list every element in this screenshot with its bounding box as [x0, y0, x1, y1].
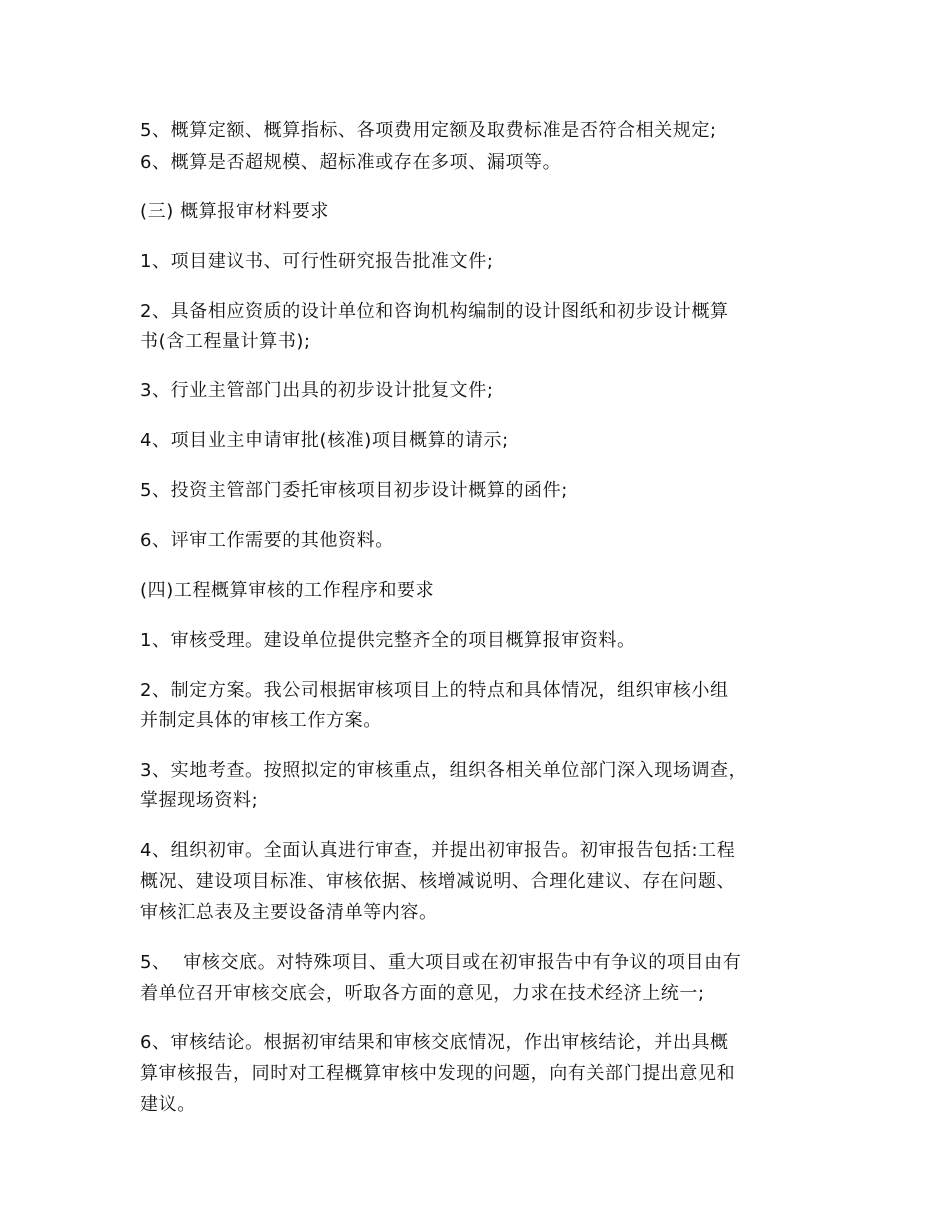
text-line: 6、评审工作需要的其他资料。	[140, 530, 394, 551]
text-line: 3、实地考查。按照拟定的审核重点，组织各相关单位部门深入现场调查，	[140, 760, 748, 781]
text-line: 5、 审核交底。对特殊项目、重大项目或在初审报告中有争议的项目由有	[140, 952, 742, 973]
text-line: 1、审核受理。建设单位提供完整齐全的项目概算报审资料。	[140, 630, 636, 651]
text-line: 2、具备相应资质的设计单位和咨询机构编制的设计图纸和初步设计概算	[140, 301, 729, 322]
text-line: 算审核报告，同时对工程概算审核中发现的问题，向有关部门提出意见和	[140, 1063, 736, 1084]
section-heading: (三) 概算报审材料要求	[140, 201, 329, 222]
text-line: 6、审核结论。根据初审结果和审核交底情况，作出审核结论，并出具概	[140, 1032, 729, 1053]
text-line: 5、概算定额、概算指标、各项费用定额及取费标准是否符合相关规定;	[140, 120, 717, 141]
text-line: 2、制定方案。我公司根据审核项目上的特点和具体情况，组织审核小组	[140, 680, 729, 701]
text-line: 并制定具体的审核工作方案。	[140, 710, 382, 731]
text-line: 概况、建设项目标准、审核依据、核增减说明、合理化建议、存在问题、	[140, 871, 736, 892]
text-line: 审核汇总表及主要设备清单等内容。	[140, 902, 438, 923]
text-line: 建议。	[140, 1094, 196, 1115]
text-line: 6、概算是否超规模、超标准或存在多项、漏项等。	[140, 152, 562, 173]
text-line: 4、组织初审。全面认真进行审查，并提出初审报告。初审报告包括:工程	[140, 840, 736, 861]
text-line: 书(含工程量计算书);	[140, 331, 311, 352]
text-line: 着单位召开审核交底会，听取各方面的意见，力求在技术经济上统一;	[140, 983, 705, 1004]
text-line: 1、项目建议书、可行性研究报告批准文件;	[140, 251, 494, 272]
text-line: 4、项目业主申请审批(核准)项目概算的请示;	[140, 430, 509, 451]
section-heading: (四)工程概算审核的工作程序和要求	[140, 580, 435, 601]
text-line: 掌握现场资料;	[140, 790, 259, 811]
text-line: 3、行业主管部门出具的初步设计批复文件;	[140, 380, 494, 401]
text-line: 5、投资主管部门委托审核项目初步设计概算的函件;	[140, 480, 568, 501]
